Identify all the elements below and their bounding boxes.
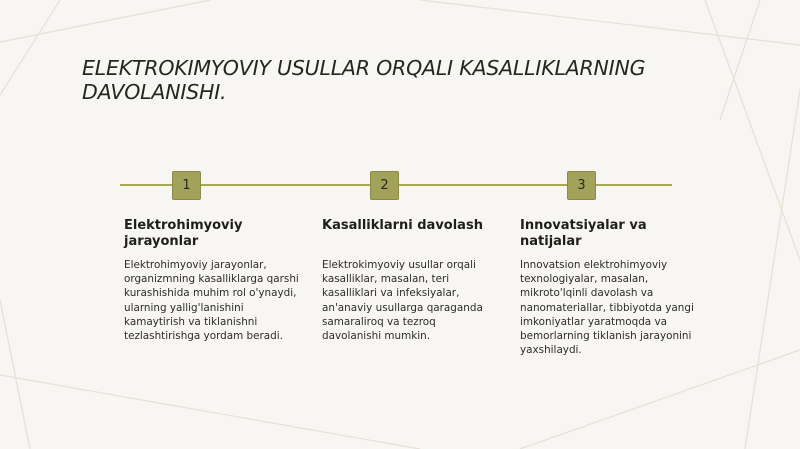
- step-1-heading: Elektrohimyoviy jarayonlar: [124, 218, 243, 249]
- step-1-column: [124, 218, 300, 343]
- step-2-body: Elektrokimyoviy usullar orqali kasalliklar, masalan, teri kasalliklari va infeksiyalar, an'anaviy usullarga qaraganda samaraliroq va tezroq davolanishi mumkin.: [322, 259, 483, 343]
- step-3-column: [520, 218, 696, 357]
- step-3-heading: Innovatsiyalar va natijalar: [520, 218, 647, 249]
- step-1-badge: 1: [172, 171, 201, 200]
- step-3-body: Innovatsion elektrohimyoviy texnologiyalar, masalan, mikroto'lqinli davolash va nanomateriallar, tibbiyotda yangi imkoniyatlar yaratmoqda va bemorlarning tiklanish jarayonini yaxshilaydi.: [520, 259, 694, 357]
- slide-title: ELEKTROKIMYOVIY USULLAR ORQALI KASALLIKLARNING DAVOLANISHI.: [82, 56, 646, 104]
- step-2-column: [322, 218, 498, 343]
- step-1-body: Elektrohimyoviy jarayonlar, organizmning kasalliklarga qarshi kurashishida muhim rol o'ynaydi, ularning yallig'lanishini kamaytirish va tiklanishni tezlashtirishga yordam beradi.: [124, 259, 299, 343]
- step-3-badge: 3: [567, 171, 596, 200]
- step-2-heading: Kasalliklarni davolash: [322, 218, 483, 233]
- step-2-badge: 2: [370, 171, 399, 200]
